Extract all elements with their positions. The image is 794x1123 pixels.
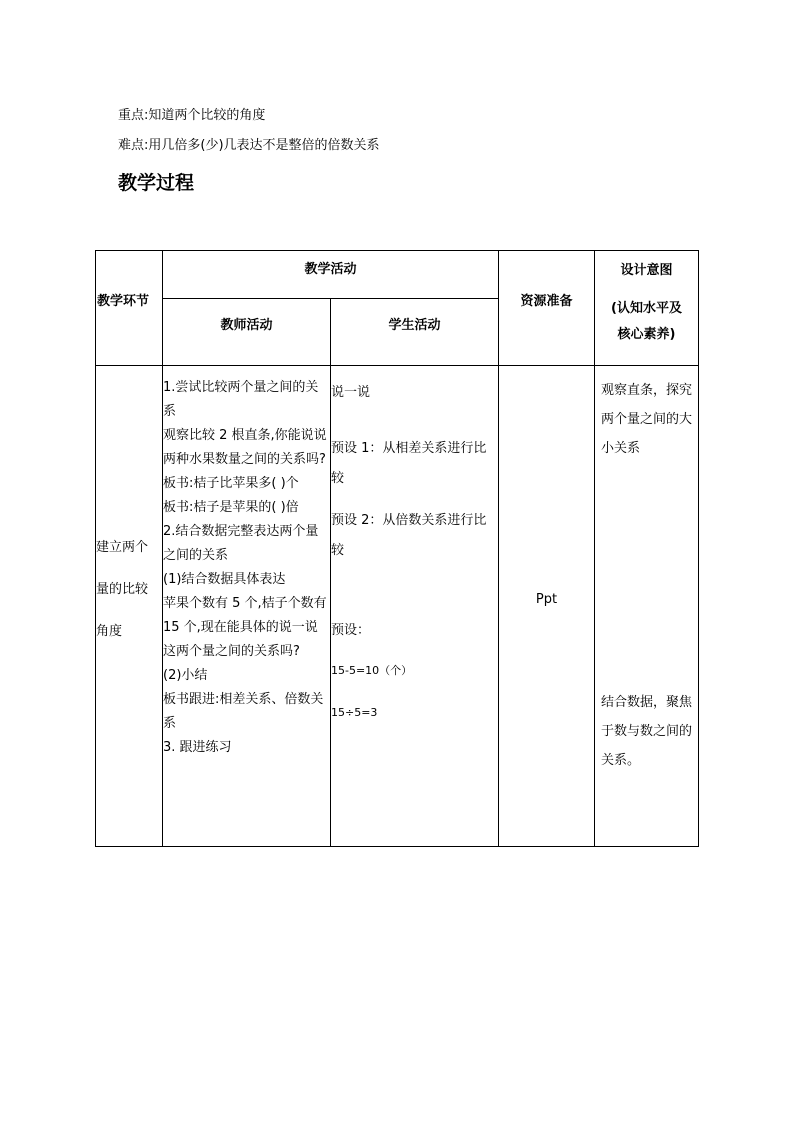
difficulty-text: 难点:用几倍多(少)几表达不是整倍的倍数关系: [118, 138, 380, 153]
stage-cell: 建立两个 量的比较 角度: [96, 540, 149, 639]
lesson-table: [95, 250, 699, 847]
header-activity: 教学活动: [304, 262, 357, 277]
header-design: 设计意图 (认知水平及 核心素养): [611, 263, 682, 342]
section-title: 教学过程: [118, 172, 195, 194]
design-intent-1: 观察直条，探究两个量之间的大小关系: [601, 383, 693, 456]
resources-cell: Ppt: [535, 592, 558, 607]
teacher-activity-cell: 1.尝试比较两个量之间的关系 观察比较 2 根直条,你能说说两种水果数量之间的关系吗? 板书:桔子比苹果多( )个 板书:桔子是苹果的( )倍 2.结合数据完整表达两个量之间的关系 (1)结合数据具体表达 苹果个数有 5 个,桔子个数有 15 个,现在能具体的说一说这两个量之间的关系吗? (2)小结 板书跟进:相差关系、倍数关系 3. 跟进练习: [163, 380, 327, 755]
header-stage: 教学环节: [97, 294, 150, 309]
design-intent-2: 结合数据，聚焦于数与数之间的关系。: [601, 695, 693, 768]
key-point-text: 重点:知道两个比较的角度: [118, 108, 266, 123]
header-teacher: 教师活动: [220, 318, 273, 333]
header-resources: 资源准备: [520, 294, 573, 309]
student-activity-cell: 说一说 预设 1：从相差关系进行比较 预设 2：从倍数关系进行比较 预设： 15-5=10（个） 15÷5=3: [331, 385, 487, 719]
header-student: 学生活动: [388, 318, 441, 333]
